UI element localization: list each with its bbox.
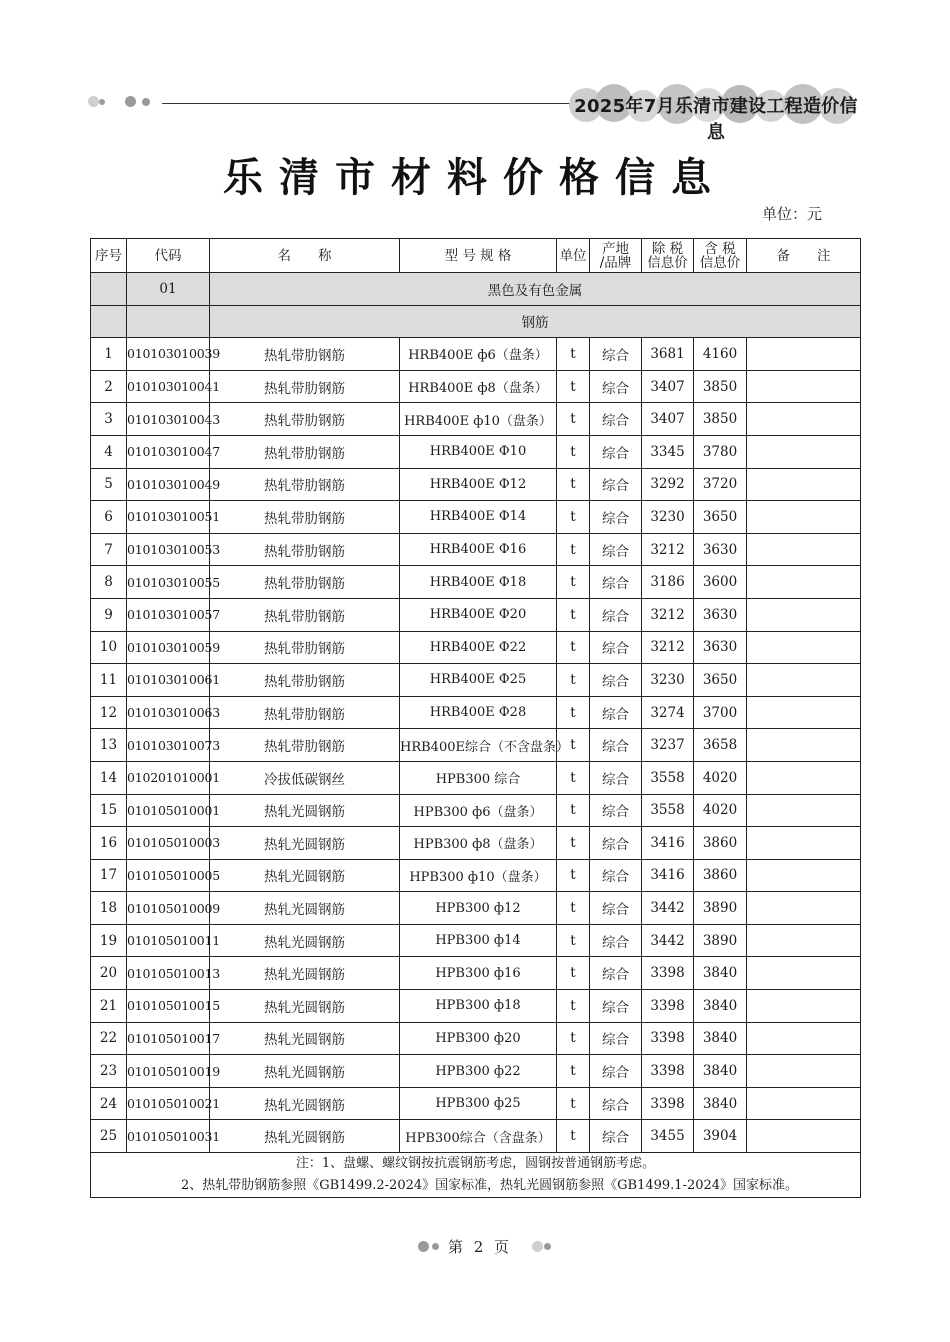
- col-header-no: 序号: [91, 239, 127, 273]
- cell-code: 010103010061: [127, 664, 210, 697]
- cell-spec: HRB400E Ф10: [400, 435, 557, 468]
- cell-note: [747, 468, 861, 501]
- cell-spec: HPB300 ф14: [400, 924, 557, 957]
- table-row: [91, 696, 861, 729]
- col-header-note: 备 注: [747, 239, 861, 273]
- cell-code: 010103010051: [127, 501, 210, 534]
- subcategory-name: 钢筋: [210, 305, 861, 338]
- cell-brand: 综合: [590, 729, 642, 762]
- cell-no: 20: [91, 957, 127, 990]
- cell-ex: 3212: [642, 631, 694, 664]
- cell-unit: t: [557, 598, 590, 631]
- cell-name: 热轧带肋钢筋: [210, 501, 400, 534]
- cell-unit: t: [557, 501, 590, 534]
- cell-inc: 3720: [694, 468, 747, 501]
- cell-ex: 3455: [642, 1120, 694, 1153]
- cell-ex: 3398: [642, 1022, 694, 1055]
- footnote-row: [91, 1153, 861, 1198]
- cell-spec: HRB400E Ф20: [400, 598, 557, 631]
- cell-ex: 3398: [642, 1087, 694, 1120]
- cell-inc: 3840: [694, 1087, 747, 1120]
- cell-inc: 4020: [694, 761, 747, 794]
- cell-spec: HPB300 ф25: [400, 1087, 557, 1120]
- cell-spec: HPB300 综合: [400, 761, 557, 794]
- cell-note: [747, 924, 861, 957]
- cell-name: 热轧光圆钢筋: [210, 990, 400, 1023]
- cell-ex: 3230: [642, 501, 694, 534]
- col-header-ex-tax-line2: 信息价: [647, 254, 688, 271]
- cell-inc: 3840: [694, 957, 747, 990]
- cell-unit: t: [557, 794, 590, 827]
- cell-code: 010103010057: [127, 598, 210, 631]
- cell-name: 热轧光圆钢筋: [210, 957, 400, 990]
- cell-no: 8: [91, 566, 127, 599]
- table-row: [91, 761, 861, 794]
- subcategory-row: [91, 305, 861, 338]
- cell-brand: 综合: [590, 1087, 642, 1120]
- cell-unit: t: [557, 664, 590, 697]
- cell-spec: HPB300 ф6（盘条）: [400, 794, 557, 827]
- cell-ex: 3345: [642, 435, 694, 468]
- cell-inc: 3860: [694, 827, 747, 860]
- table-row: [91, 729, 861, 762]
- col-header-code: 代码: [127, 239, 210, 273]
- cell-no: 12: [91, 696, 127, 729]
- cell-no: 10: [91, 631, 127, 664]
- cell-ex: 3558: [642, 761, 694, 794]
- col-header-ex-tax-line1: 除 税: [651, 240, 684, 257]
- table-row: [91, 859, 861, 892]
- table-row: [91, 435, 861, 468]
- cell-note: [747, 761, 861, 794]
- cell-name: 热轧光圆钢筋: [210, 794, 400, 827]
- cell-brand: 综合: [590, 761, 642, 794]
- cell-unit: t: [557, 957, 590, 990]
- cell-brand: 综合: [590, 696, 642, 729]
- cell-spec: HPB300 ф16: [400, 957, 557, 990]
- cell-ex: 3442: [642, 924, 694, 957]
- cell-code: 010103010041: [127, 370, 210, 403]
- cell-spec: HRB400E Ф16: [400, 533, 557, 566]
- col-header-brand-line1: 产地: [602, 240, 629, 257]
- page-header: [0, 0, 950, 143]
- cell-code: 010103010049: [127, 468, 210, 501]
- unit-note: 单位：元: [762, 205, 823, 223]
- category-row: [91, 273, 861, 306]
- cell-name: 热轧光圆钢筋: [210, 924, 400, 957]
- cell-note: [747, 957, 861, 990]
- cell-no: 21: [91, 990, 127, 1023]
- page-number: 第 2 页: [447, 1238, 513, 1256]
- cell-inc: 3630: [694, 598, 747, 631]
- cell-ex: 3416: [642, 859, 694, 892]
- category-code: 01: [127, 273, 210, 306]
- cell-no: 14: [91, 761, 127, 794]
- cell-ex: 3274: [642, 696, 694, 729]
- cell-unit: t: [557, 1022, 590, 1055]
- cell-no: 7: [91, 533, 127, 566]
- cell-brand: 综合: [590, 403, 642, 436]
- cell-brand: 综合: [590, 338, 642, 371]
- cell-note: [747, 370, 861, 403]
- cell-unit: t: [557, 566, 590, 599]
- table-header-row: [91, 239, 861, 273]
- cell-code: 010103010047: [127, 435, 210, 468]
- cell-code: 010105010009: [127, 892, 210, 925]
- cell-brand: 综合: [590, 435, 642, 468]
- cell-inc: 3700: [694, 696, 747, 729]
- table-row: [91, 631, 861, 664]
- cell-unit: t: [557, 435, 590, 468]
- cell-note: [747, 794, 861, 827]
- cell-code: 010105010013: [127, 957, 210, 990]
- cell-unit: t: [557, 827, 590, 860]
- cell-name: 热轧带肋钢筋: [210, 338, 400, 371]
- col-header-spec: 型 号 规 格: [400, 239, 557, 273]
- cell-note: [747, 338, 861, 371]
- cell-name: 热轧带肋钢筋: [210, 598, 400, 631]
- cell-note: [747, 403, 861, 436]
- cell-code: 010103010039: [127, 338, 210, 371]
- cell-spec: HRB400E ф6（盘条）: [400, 338, 557, 371]
- footnote-line: 注：1、盘螺、螺纹钢按抗震钢筋考虑，圆钢按普通钢筋考虑。: [295, 1156, 656, 1172]
- cell-spec: HPB300综合（含盘条）: [400, 1120, 557, 1153]
- cell-no: 25: [91, 1120, 127, 1153]
- cell-inc: 3650: [694, 664, 747, 697]
- cell-no: 15: [91, 794, 127, 827]
- cell-brand: 综合: [590, 924, 642, 957]
- table-row: [91, 1055, 861, 1088]
- cell-code: 010103010053: [127, 533, 210, 566]
- cell-brand: 综合: [590, 501, 642, 534]
- cell-brand: 综合: [590, 1055, 642, 1088]
- cell-brand: 综合: [590, 664, 642, 697]
- cell-spec: HPB300 ф8（盘条）: [400, 827, 557, 860]
- cell-ex: 3681: [642, 338, 694, 371]
- cell-name: 热轧带肋钢筋: [210, 468, 400, 501]
- cell-brand: 综合: [590, 957, 642, 990]
- cell-spec: HPB300 ф22: [400, 1055, 557, 1088]
- cell-note: [747, 1120, 861, 1153]
- cell-spec: HPB300 ф10（盘条）: [400, 859, 557, 892]
- cell-ex: 3398: [642, 990, 694, 1023]
- category-name: 黑色及有色金属: [210, 273, 861, 306]
- cell-name: 热轧带肋钢筋: [210, 696, 400, 729]
- cell-ex: 3442: [642, 892, 694, 925]
- table-row: [91, 533, 861, 566]
- cell-spec: HRB400E Ф14: [400, 501, 557, 534]
- cell-name: 热轧带肋钢筋: [210, 435, 400, 468]
- cell-name: 热轧带肋钢筋: [210, 403, 400, 436]
- table-row: [91, 794, 861, 827]
- cell-brand: 综合: [590, 566, 642, 599]
- cell-no: 17: [91, 859, 127, 892]
- cell-unit: t: [557, 370, 590, 403]
- cell-inc: 3850: [694, 370, 747, 403]
- table-row: [91, 827, 861, 860]
- cell-ex: 3230: [642, 664, 694, 697]
- cell-code: 010105010011: [127, 924, 210, 957]
- cell-note: [747, 696, 861, 729]
- cell-inc: 4020: [694, 794, 747, 827]
- cell-name: 热轧光圆钢筋: [210, 1055, 400, 1088]
- cell-ex: 3212: [642, 533, 694, 566]
- cell-spec: HRB400E Ф12: [400, 468, 557, 501]
- header-title: 2025年7月乐清市建设工程造价信息: [574, 96, 858, 143]
- cell-unit: t: [557, 1087, 590, 1120]
- cell-spec: HPB300 ф12: [400, 892, 557, 925]
- cell-brand: 综合: [590, 1120, 642, 1153]
- cell-inc: 3780: [694, 435, 747, 468]
- col-header-ex-tax: [642, 239, 694, 273]
- cell-no: 4: [91, 435, 127, 468]
- cell-inc: 3630: [694, 631, 747, 664]
- cell-code: 010103010059: [127, 631, 210, 664]
- cell-ex: 3212: [642, 598, 694, 631]
- cell-brand: 综合: [590, 370, 642, 403]
- cell-code: 010103010055: [127, 566, 210, 599]
- cell-note: [747, 598, 861, 631]
- cell-ex: 3237: [642, 729, 694, 762]
- cell-note: [747, 1055, 861, 1088]
- cell-unit: t: [557, 859, 590, 892]
- cell-note: [747, 892, 861, 925]
- col-header-unit: 单位: [557, 239, 590, 273]
- cell-unit: t: [557, 761, 590, 794]
- cell-brand: 综合: [590, 859, 642, 892]
- cell-note: [747, 729, 861, 762]
- cell-note: [747, 1022, 861, 1055]
- cell-note: [747, 566, 861, 599]
- cell-brand: 综合: [590, 1022, 642, 1055]
- cell-note: [747, 501, 861, 534]
- cell-no: 3: [91, 403, 127, 436]
- cell-spec: HPB300 ф18: [400, 990, 557, 1023]
- cell-name: 热轧光圆钢筋: [210, 1022, 400, 1055]
- table-row: [91, 370, 861, 403]
- page-title: 乐清市材料价格信息: [223, 154, 727, 201]
- cell-no: 22: [91, 1022, 127, 1055]
- cell-name: 热轧带肋钢筋: [210, 370, 400, 403]
- cell-brand: 综合: [590, 892, 642, 925]
- cell-unit: t: [557, 403, 590, 436]
- cell-no: 18: [91, 892, 127, 925]
- cell-brand: 综合: [590, 827, 642, 860]
- cell-no: 9: [91, 598, 127, 631]
- table-row: [91, 338, 861, 371]
- cell-note: [747, 859, 861, 892]
- cell-code: 010105010021: [127, 1087, 210, 1120]
- cell-spec: HRB400E Ф22: [400, 631, 557, 664]
- cell-note: [747, 631, 861, 664]
- cell-spec: HPB300 ф20: [400, 1022, 557, 1055]
- cell-name: 热轧光圆钢筋: [210, 1120, 400, 1153]
- cell-ex: 3186: [642, 566, 694, 599]
- cell-brand: 综合: [590, 468, 642, 501]
- cell-code: 010105010015: [127, 990, 210, 1023]
- cell-code: 010103010063: [127, 696, 210, 729]
- cell-name: 热轧带肋钢筋: [210, 664, 400, 697]
- cell-inc: 3890: [694, 892, 747, 925]
- cell-no: 2: [91, 370, 127, 403]
- cell-no: 23: [91, 1055, 127, 1088]
- cell-code: 010201010001: [127, 761, 210, 794]
- cell-ex: 3558: [642, 794, 694, 827]
- col-header-inc-tax-line1: 含 税: [704, 240, 736, 257]
- cell-note: [747, 827, 861, 860]
- cell-name: 热轧光圆钢筋: [210, 859, 400, 892]
- cell-no: 24: [91, 1087, 127, 1120]
- col-header-brand-line2: /品牌: [599, 254, 632, 271]
- footnote-line: 2、热轧带肋钢筋参照《GB1499.2-2024》国家标准，热轧光圆钢筋参照《GB1499.1-2024》国家标准。: [180, 1178, 799, 1194]
- table-row: [91, 501, 861, 534]
- table-row: [91, 598, 861, 631]
- cell-inc: 3600: [694, 566, 747, 599]
- cell-brand: 综合: [590, 794, 642, 827]
- cell-unit: t: [557, 631, 590, 664]
- table-row: [91, 892, 861, 925]
- cell-no: 6: [91, 501, 127, 534]
- cell-spec: HRB400E ф10（盘条）: [400, 403, 557, 436]
- cell-unit: t: [557, 892, 590, 925]
- cell-spec: HRB400E ф8（盘条）: [400, 370, 557, 403]
- cell-brand: 综合: [590, 990, 642, 1023]
- cell-name: 热轧光圆钢筋: [210, 892, 400, 925]
- cell-unit: t: [557, 990, 590, 1023]
- table-row: [91, 566, 861, 599]
- cell-name: 热轧带肋钢筋: [210, 729, 400, 762]
- cell-ex: 3416: [642, 827, 694, 860]
- col-header-name: 名 称: [210, 239, 400, 273]
- cell-inc: 3860: [694, 859, 747, 892]
- cell-name: 热轧带肋钢筋: [210, 533, 400, 566]
- table-row: [91, 990, 861, 1023]
- cell-code: 010105010005: [127, 859, 210, 892]
- cell-code: 010105010017: [127, 1022, 210, 1055]
- cell-unit: t: [557, 533, 590, 566]
- footnotes: [91, 1153, 861, 1198]
- cell-spec: HRB400E综合（不含盘条）: [400, 729, 557, 762]
- cell-spec: HRB400E Ф25: [400, 664, 557, 697]
- cell-unit: t: [557, 1055, 590, 1088]
- cell-name: 热轧带肋钢筋: [210, 631, 400, 664]
- cell-unit: t: [557, 696, 590, 729]
- cell-note: [747, 533, 861, 566]
- cell-inc: 3840: [694, 1055, 747, 1088]
- cell-ex: 3407: [642, 370, 694, 403]
- cell-no: 13: [91, 729, 127, 762]
- cell-code: 010105010003: [127, 827, 210, 860]
- table-row: [91, 1120, 861, 1153]
- cell-inc: 3904: [694, 1120, 747, 1153]
- col-header-brand: [590, 239, 642, 273]
- cell-ex: 3398: [642, 957, 694, 990]
- table-row: [91, 1087, 861, 1120]
- cell-name: 热轧光圆钢筋: [210, 1087, 400, 1120]
- cell-unit: t: [557, 924, 590, 957]
- cell-unit: t: [557, 729, 590, 762]
- cell-inc: 4160: [694, 338, 747, 371]
- cell-code: 010105010001: [127, 794, 210, 827]
- table-row: [91, 664, 861, 697]
- cell-inc: 3840: [694, 990, 747, 1023]
- cell-no: 5: [91, 468, 127, 501]
- table-row: [91, 924, 861, 957]
- cell-spec: HRB400E Ф18: [400, 566, 557, 599]
- header-rule: [162, 103, 574, 104]
- cell-code: 010105010031: [127, 1120, 210, 1153]
- col-header-inc-tax-line2: 信息价: [699, 254, 741, 271]
- cell-inc: 3840: [694, 1022, 747, 1055]
- table-row: [91, 1022, 861, 1055]
- cell-no: 1: [91, 338, 127, 371]
- cell-note: [747, 990, 861, 1023]
- cell-unit: t: [557, 468, 590, 501]
- cell-no: 16: [91, 827, 127, 860]
- cell-brand: 综合: [590, 631, 642, 664]
- table-row: [91, 403, 861, 436]
- cell-inc: 3630: [694, 533, 747, 566]
- cell-code: 010103010073: [127, 729, 210, 762]
- cell-note: [747, 1087, 861, 1120]
- cell-inc: 3890: [694, 924, 747, 957]
- cell-inc: 3850: [694, 403, 747, 436]
- cell-name: 热轧带肋钢筋: [210, 566, 400, 599]
- cell-note: [747, 664, 861, 697]
- cell-no: 19: [91, 924, 127, 957]
- cell-unit: t: [557, 338, 590, 371]
- cell-unit: t: [557, 1120, 590, 1153]
- cell-brand: 综合: [590, 533, 642, 566]
- cell-ex: 3398: [642, 1055, 694, 1088]
- cell-brand: 综合: [590, 598, 642, 631]
- price-table: [90, 238, 861, 1198]
- table-row: [91, 957, 861, 990]
- cell-name: 热轧光圆钢筋: [210, 827, 400, 860]
- cell-ex: 3407: [642, 403, 694, 436]
- cell-code: 010105010019: [127, 1055, 210, 1088]
- cell-spec: HRB400E Ф28: [400, 696, 557, 729]
- cell-name: 冷拔低碳钢丝: [210, 761, 400, 794]
- cell-code: 010103010043: [127, 403, 210, 436]
- cell-ex: 3292: [642, 468, 694, 501]
- cell-no: 11: [91, 664, 127, 697]
- table-row: [91, 468, 861, 501]
- cell-inc: 3650: [694, 501, 747, 534]
- col-header-inc-tax: [694, 239, 747, 273]
- cell-note: [747, 435, 861, 468]
- cell-inc: 3658: [694, 729, 747, 762]
